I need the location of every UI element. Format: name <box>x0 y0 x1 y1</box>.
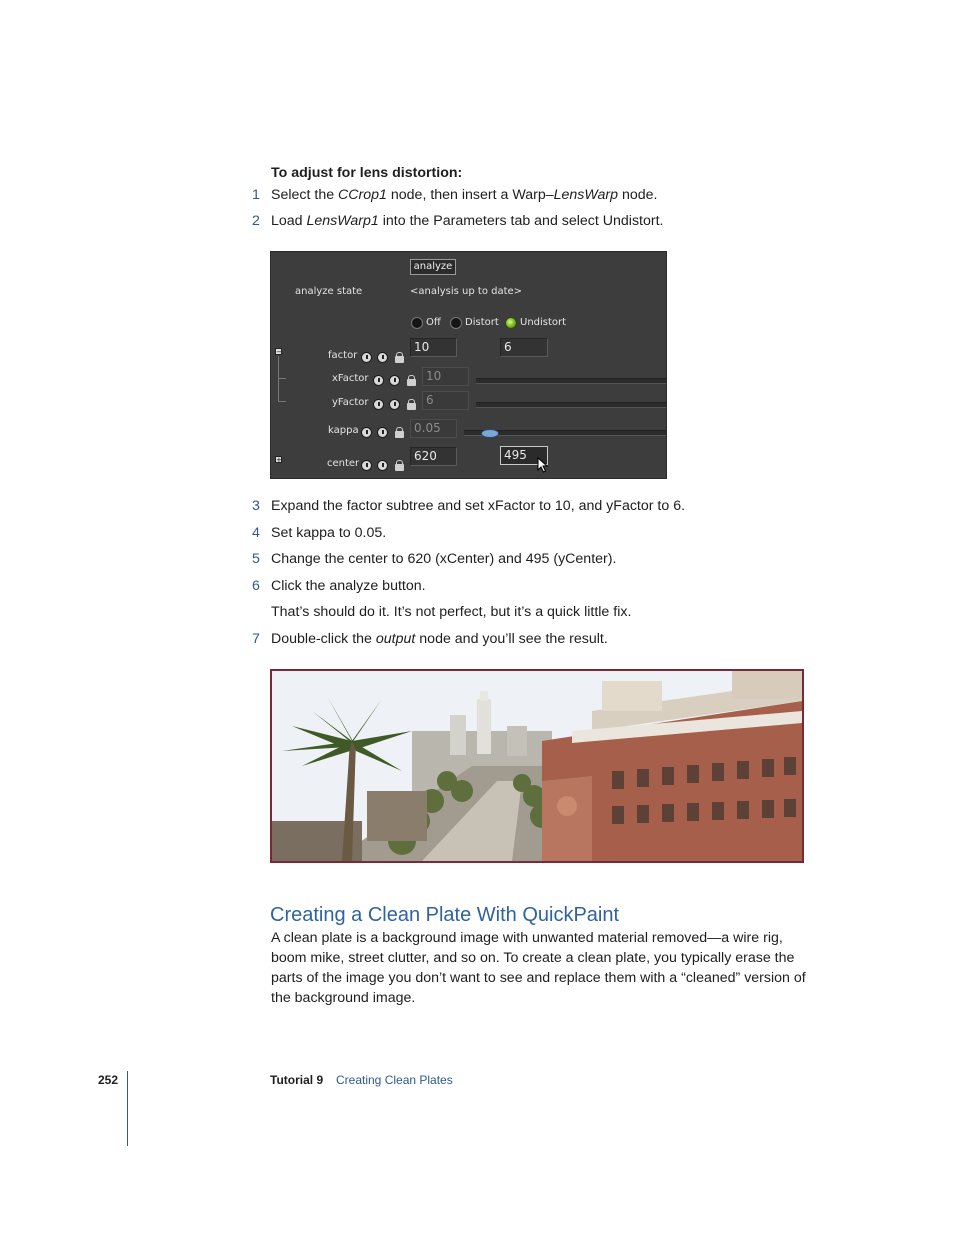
step-number: 4 <box>252 525 260 541</box>
link-icon[interactable] <box>377 460 388 471</box>
paragraph-line: parts of the image you don’t want to see and replace them with a “cleaned” version of <box>271 970 806 986</box>
yfactor-slider[interactable] <box>476 402 667 408</box>
reset-icon[interactable] <box>361 460 372 471</box>
cursor-icon <box>537 457 549 473</box>
step-3-text: Expand the factor subtree and set xFactor to 10, and yFactor to 6. <box>271 498 686 514</box>
footer-rule <box>127 1071 128 1146</box>
mode-undistort-label: Undistort <box>520 317 567 328</box>
kappa-field[interactable]: 0.05 <box>410 419 457 438</box>
reset-icon[interactable] <box>373 399 384 410</box>
link-icon[interactable] <box>389 375 400 386</box>
xfactor-field[interactable]: 10 <box>422 367 469 386</box>
step-7-text <box>271 630 608 648</box>
factor-y-field[interactable]: 6 <box>500 338 548 357</box>
link-icon[interactable] <box>389 399 400 410</box>
step-node-name: output <box>375 631 416 647</box>
step-node-name: LensWarp1 <box>306 213 379 229</box>
step-number: 3 <box>252 498 260 514</box>
lock-icon[interactable] <box>407 403 416 410</box>
parameters-panel <box>270 251 667 479</box>
step-number: 1 <box>252 187 260 203</box>
reset-icon[interactable] <box>361 427 372 438</box>
center-label: center <box>327 458 360 469</box>
center-x-field[interactable]: 620 <box>410 447 457 466</box>
step-text: into the Parameters tab and select Undistort. <box>378 213 664 229</box>
factor-x-field[interactable]: 10 <box>410 338 457 357</box>
analyze-state-value: <analysis up to date> <box>410 286 523 297</box>
page-number: 252 <box>98 1073 119 1087</box>
footer-chapter: Tutorial 9 <box>270 1073 324 1087</box>
yfactor-label: yFactor <box>332 397 369 408</box>
step-text: node, then insert a Warp– <box>386 187 554 203</box>
step-2-text <box>271 212 664 230</box>
center-y-field[interactable]: 495 <box>500 446 548 465</box>
step-text: node and you’ll see the result. <box>415 631 608 647</box>
kappa-slider-handle[interactable] <box>481 429 499 438</box>
lock-icon[interactable] <box>395 431 404 438</box>
step-note: That’s should do it. It’s not perfect, but it’s a quick little fix. <box>271 604 632 620</box>
mode-off-label: Off <box>426 317 441 328</box>
step-number: 2 <box>252 213 260 229</box>
xfactor-label: xFactor <box>332 373 369 384</box>
step-1-text <box>271 186 657 204</box>
mode-distort-label: Distort <box>465 317 499 328</box>
yfactor-field[interactable]: 6 <box>422 391 469 410</box>
mode-distort-radio[interactable] <box>450 317 462 329</box>
collapse-icon[interactable]: − <box>276 348 282 356</box>
step-text: Double-click the <box>271 631 376 647</box>
mode-off-radio[interactable] <box>411 317 423 329</box>
lock-icon[interactable] <box>395 356 404 363</box>
step-number: 7 <box>252 631 260 647</box>
analyze-state-label: analyze state <box>295 286 363 297</box>
step-node-name: LensWarp <box>553 187 619 203</box>
result-photo <box>270 669 804 863</box>
section-heading: Creating a Clean Plate With QuickPaint <box>270 904 620 926</box>
step-6-text: Click the analyze button. <box>271 578 426 594</box>
step-number: 6 <box>252 578 260 594</box>
step-text: Select the <box>271 187 339 203</box>
step-text: node. <box>618 187 658 203</box>
factor-label: factor <box>328 350 358 361</box>
paragraph-line: boom mike, street clutter, and so on. To create a clean plate, you typically erase the <box>271 950 795 966</box>
paragraph-line: the background image. <box>271 990 416 1006</box>
xfactor-slider[interactable] <box>476 378 667 384</box>
paragraph-line: A clean plate is a background image with unwanted material removed—a wire rig, <box>271 930 783 946</box>
mode-undistort-radio[interactable] <box>505 317 517 329</box>
footer-title: Creating Clean Plates <box>336 1073 453 1087</box>
step-4-text: Set kappa to 0.05. <box>271 525 387 541</box>
lock-icon[interactable] <box>395 464 404 471</box>
step-5-text: Change the center to 620 (xCenter) and 495 (yCenter). <box>271 551 617 567</box>
lock-icon[interactable] <box>407 379 416 386</box>
street-scene-image <box>272 671 802 861</box>
expand-icon[interactable]: + <box>276 456 282 464</box>
step-text: Load <box>271 213 307 229</box>
analyze-button[interactable]: analyze <box>410 259 456 275</box>
tree-line <box>278 378 286 379</box>
reset-icon[interactable] <box>373 375 384 386</box>
link-icon[interactable] <box>377 427 388 438</box>
procedure-heading: To adjust for lens distortion: <box>271 165 463 181</box>
link-icon[interactable] <box>377 352 388 363</box>
tree-line <box>278 401 286 402</box>
step-node-name: CCrop1 <box>338 187 387 203</box>
reset-icon[interactable] <box>361 352 372 363</box>
step-number: 5 <box>252 551 260 567</box>
kappa-label: kappa <box>328 425 359 436</box>
